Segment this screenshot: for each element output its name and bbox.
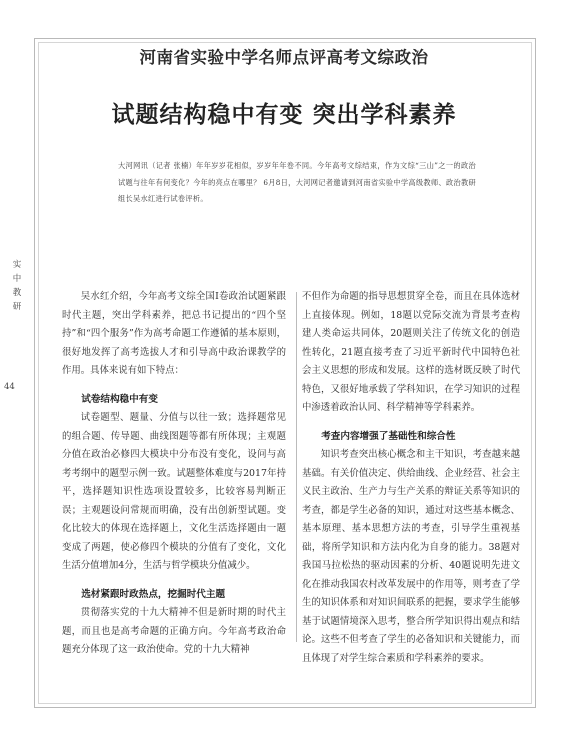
right-column: [302, 288, 520, 668]
body-paragraph: 贯彻落实党的十九大精神不但是新时期的时代主题，而且也是高考命题的正确方向。今年高考政治命题充分体现了这一政治使命。党的十九大精神: [62, 607, 286, 655]
section-heading: 选材紧跟时政热点，挖掘时代主题: [81, 588, 226, 600]
sidebar-char: 中: [12, 274, 22, 284]
column-header: [0, 44, 568, 68]
page-number: 44: [4, 382, 15, 392]
spacer: [62, 576, 286, 586]
intro-paragraph: 吴水红介绍，今年高考文综全国Ⅰ卷政治试题紧跟时代主题，突出学科素养，把总书记提出的“四个坚持”和“四个服务”作为高考命题工作遵循的基本原则，很好地发挥了高考选拔人才和引导高中政治课教学的作用。具体来说有如下特点：: [62, 291, 286, 376]
section-heading: 试卷结构稳中有变: [81, 393, 158, 405]
spacer: [62, 381, 286, 391]
body-paragraph: 不但作为命题的指导思想贯穿全卷，而且在具体选材上直接体现。例如，18题以党际交流为背景考查构建人类命运共同体，20题则关注了传统文化的创造性转化，21题直接考查了习近平新时代中国特色社会主义思想的形成和发展。这样的选材既反映了时代特色，又很好地承载了学科知识，在学习知识的过程中渗透着政治认同、科学精神等学科素养。: [302, 291, 520, 413]
section-heading: 考查内容增强了基础性和综合性: [321, 430, 456, 442]
sidebar-section-label: [11, 258, 23, 314]
body-paragraph: 试卷题型、题量、分值与以往一致；选择题常见的组合题、传导题、曲线图题等都有所体现；主观题分值在政治必修四大模块中分布没有变化，设问与高考考纲中的题型示例一致。试题整体难度与2017年持平，选择题知识性选项设置较多，比较容易判断正误；主观题设问常规而明确，没有出创新型试题。变化比较大的体现在选择题上，文化生活选择题由一题变成了两题，使必修四个模块的分值有了变化，文化生活分值增加4分，生活与哲学模块分值减少。: [62, 412, 286, 571]
body-paragraph: 知识考查突出核心概念和主干知识，考查越来越基础。有关价值决定、供给曲线、企业经营、社会主义民主政治、生产力与生产关系的辩证关系等知识的考查，都是学生必备的知识，通过对这些基本概念、基本原理、基本思想方法的考查，引导学生重视基础，将所学知识和方法内化为自身的能力。38题对我国马拉松热的驱动因素的分析、40题说明先进文化在推动我国农村改革发展中的作用等，则考查了学生的知识体系和对知识间联系的把握，要求学生能够基于试题情境深入思考，整合所学知识得出观点和结论。这些不但考查了学生的必备知识和关键能力，而且体现了对学生综合素质和学科素养的要求。: [302, 449, 520, 664]
article-lead: 大河网讯（记者 张楠）年年岁岁花相似，岁岁年年卷不同。今年高考文综结束，作为文综“三山”之一的政治试题与往年有何变化？今年的亮点在哪里？ 6月8日，大河网记者邀请到河南省实验中学高级教师、政治教研组长吴水红进行试卷评析。: [118, 161, 476, 203]
article-title: 试题结构稳中有变 突出学科素养: [111, 102, 457, 128]
sidebar-char: 教: [12, 288, 22, 298]
spacer: [302, 418, 520, 428]
sidebar-char: 研: [12, 302, 22, 312]
left-column: [62, 288, 286, 660]
sidebar-char: 实: [12, 260, 22, 270]
column-divider: [296, 292, 297, 642]
column-title: 河南省实验中学名师点评高考文综政治: [130, 44, 439, 68]
